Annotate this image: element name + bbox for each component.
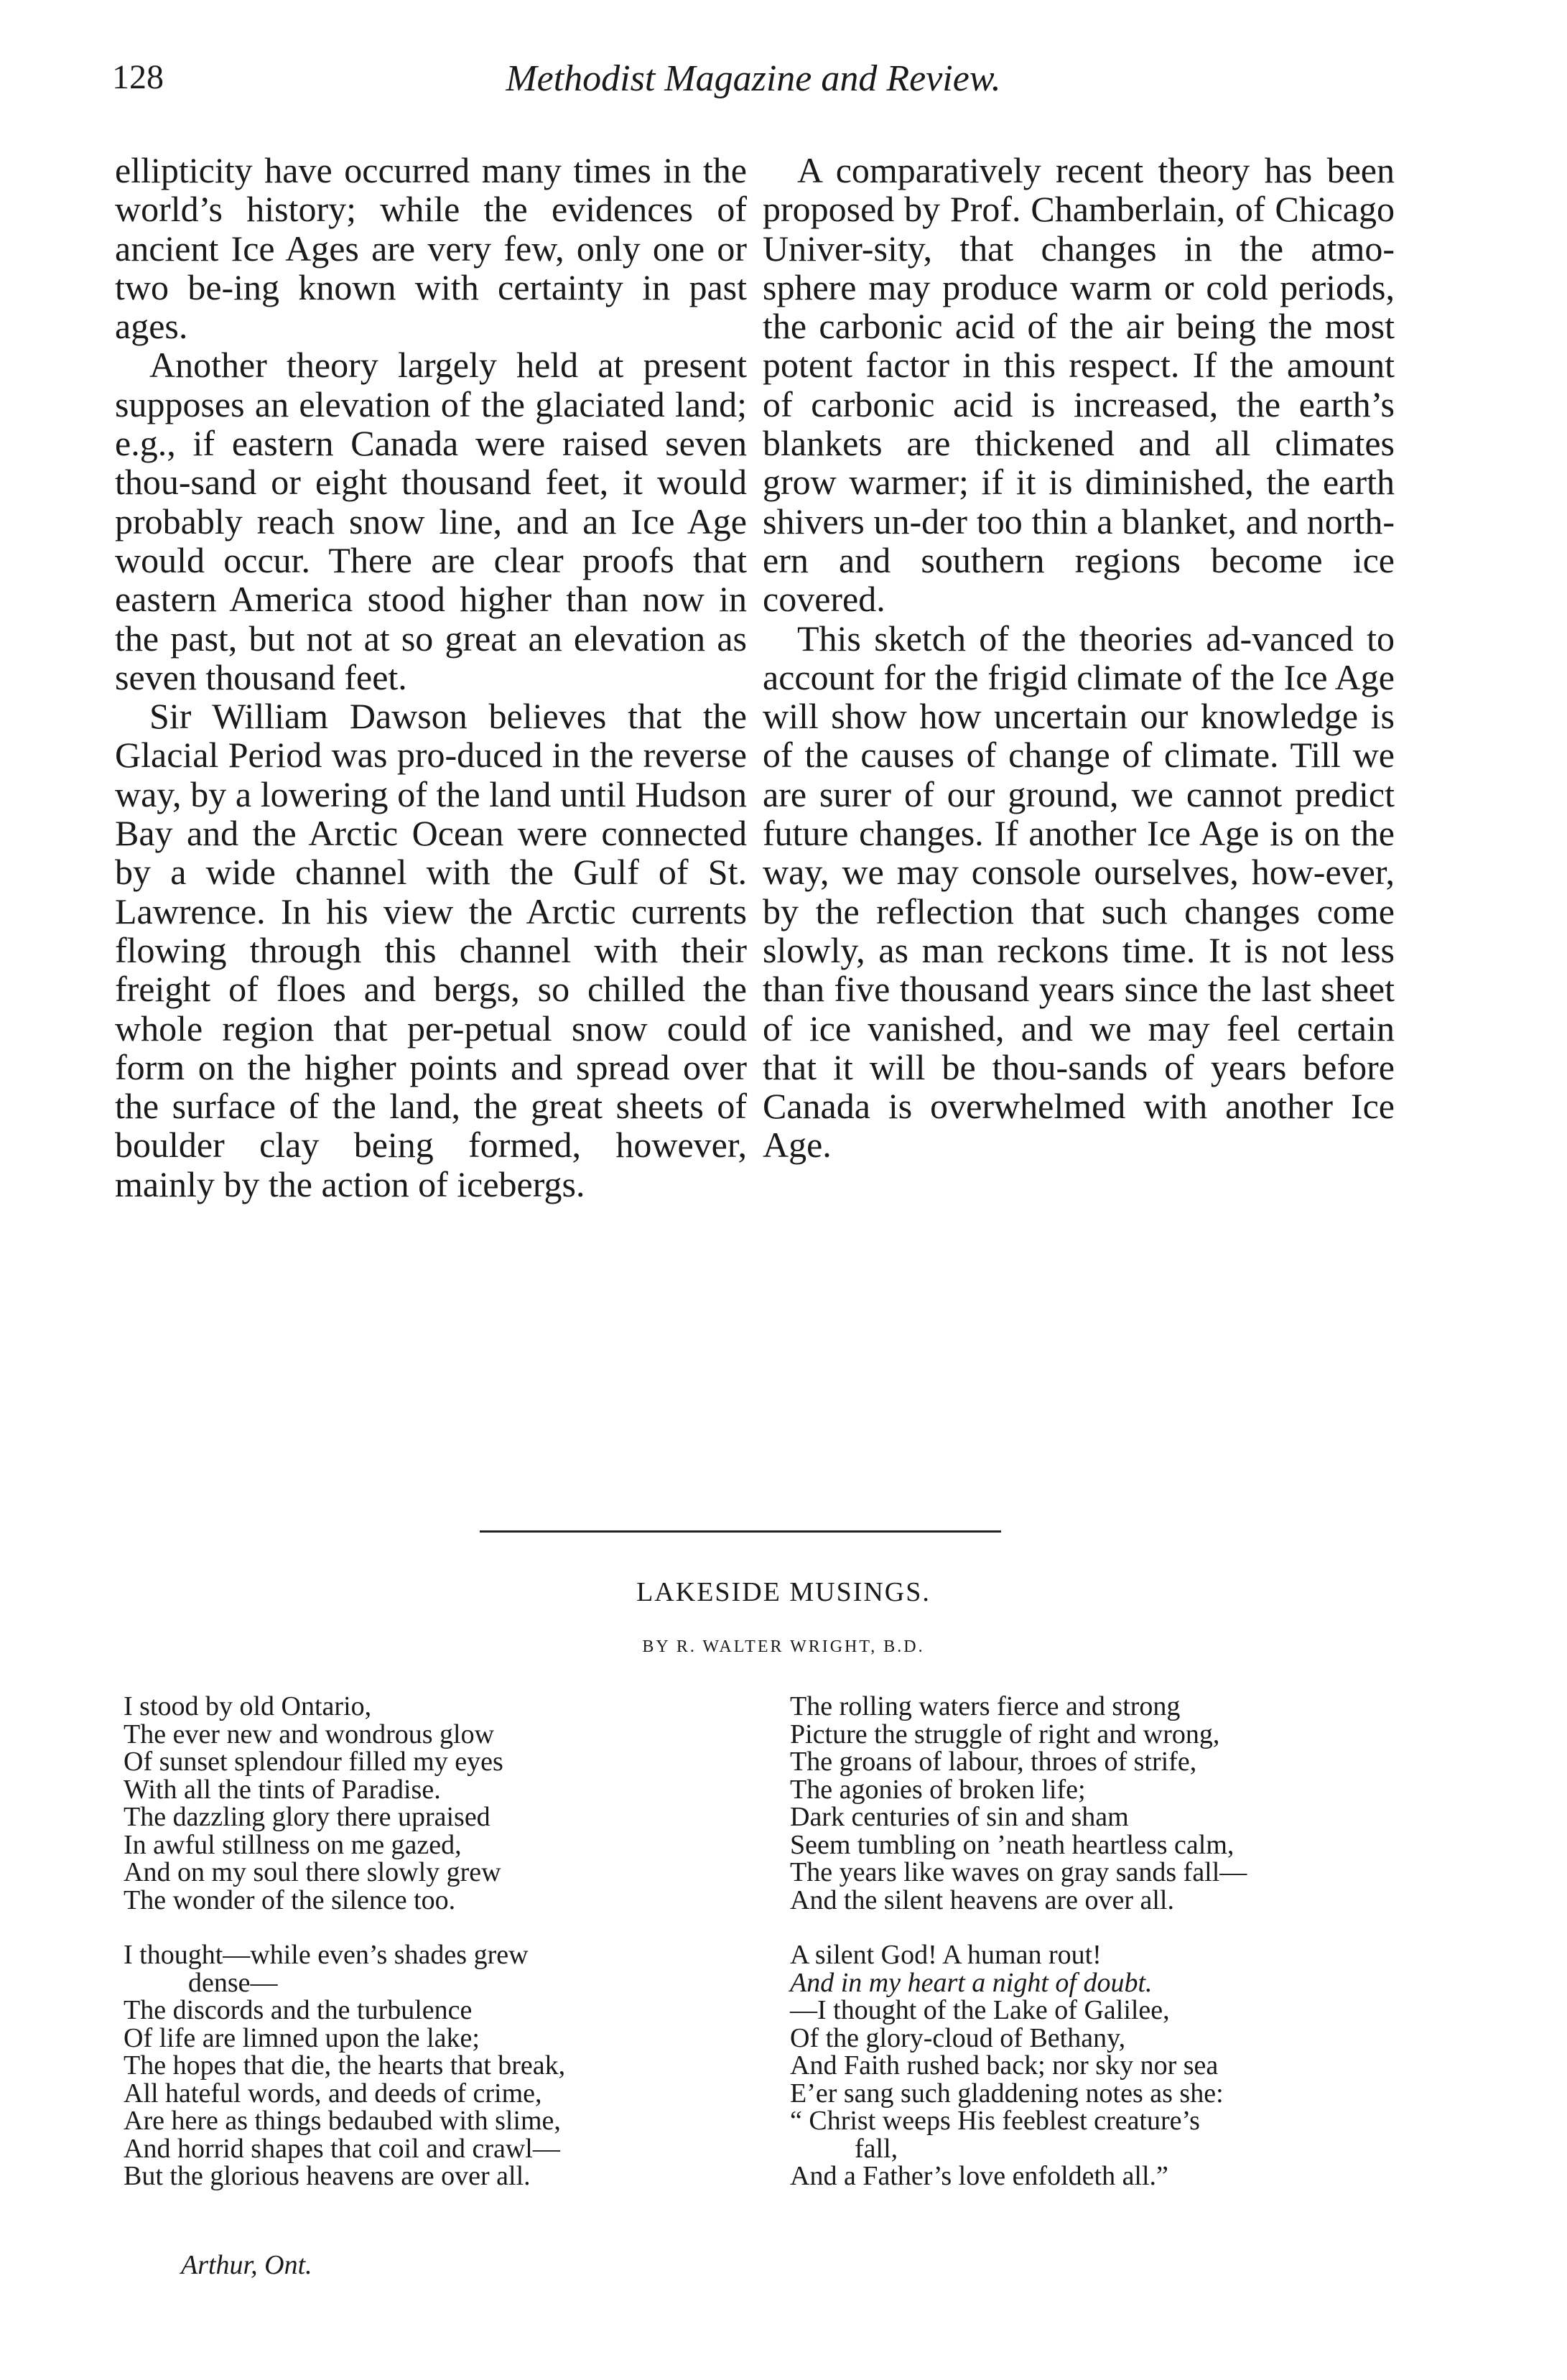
article-right-column xyxy=(763,151,1395,1165)
verse-line: I stood by old Ontario, xyxy=(124,1691,372,1721)
verse-line: And a Father’s love enfoldeth all.” xyxy=(790,2161,1168,2191)
verse-line: The years like waves on gray sands fall— xyxy=(790,1857,1247,1887)
poem-left-column xyxy=(124,1693,755,2218)
journal-title: Methodist Magazine and Review. xyxy=(506,58,1001,99)
verse-line: In awful stillness on me gazed, xyxy=(124,1829,462,1860)
verse-line: Dark centuries of sin and sham xyxy=(790,1802,1129,1832)
verse-line: Seem tumbling on ’neath heartless calm, xyxy=(790,1829,1234,1860)
verse-line: Are here as things bedaubed with slime, xyxy=(124,2106,561,2136)
paragraph: This sketch of the theories ad-vanced to account for the frigid climate of the Ice Age will show how uncertain our knowledge is of the causes of change of climate. Till we are surer of our ground, we cannot predict future changes. If another Ice Age is on the way, we may console ourselves, how-ever, by the reflection that such changes come slowly, as man reckons time. It is not less than five thousand years since the last sheet of ice vanished, and we may feel certain that it will be thou-sands of years before Canada is overwhelmed with another Ice Age. xyxy=(763,618,1395,1166)
stanza xyxy=(790,1941,1422,2190)
verse-line: Of the glory-cloud of Bethany, xyxy=(790,2022,1126,2053)
paragraph: Another theory largely held at present supposes an elevation of the glaciated land; e.g., if eastern Canada were raised seven thou-sand or eight thousand feet, it would probably reach snow line, and an Ice Age would occur. There are clear proofs that eastern America stood higher than now in the past, but not at so great an elevation as seven thousand feet. xyxy=(115,345,747,697)
poem-byline: BY R. WALTER WRIGHT, B.D. xyxy=(642,1637,925,1656)
verse-line: And horrid shapes that coil and crawl— xyxy=(124,2133,560,2164)
verse-line: Of life are limned upon the lake; xyxy=(124,2022,480,2053)
verse-line: —I thought of the Lake of Galilee, xyxy=(790,1995,1170,2025)
article-left-column xyxy=(115,151,747,1204)
poem-title: LAKESIDE MUSINGS. xyxy=(636,1577,931,1607)
verse-line: With all the tints of Paradise. xyxy=(124,1774,441,1805)
paragraph: Sir William Dawson believes that the Glacial Period was pro-duced in the reverse way, by a lowering of the land until Hudson Bay and the Arctic Ocean were connected by a wide channel with the Gulf of St. Lawrence. In his view the Arctic currents flowing through this channel with their freight of floes and bergs, so chilled the whole region that per-petual snow could form on the higher points and spread over the surface of the land, the great sheets of boulder clay being formed, however, mainly by the action of icebergs. xyxy=(115,696,747,1204)
verse-line: The groans of labour, throes of strife, xyxy=(790,1747,1197,1777)
section-divider xyxy=(480,1530,1001,1533)
verse-line: E’er sang such gladdening notes as she: xyxy=(790,2078,1224,2109)
stanza xyxy=(124,1941,755,2190)
verse-line-continuation: dense— xyxy=(188,1967,278,1998)
verse-line: And the silent heavens are over all. xyxy=(790,1884,1174,1915)
stanza xyxy=(790,1693,1422,1914)
verse-line: The ever new and wondrous glow xyxy=(124,1719,495,1749)
verse-line: And on my soul there slowly grew xyxy=(124,1857,501,1887)
verse-line: The rolling waters fierce and strong xyxy=(790,1691,1181,1721)
paragraph: ellipticity have occurred many times in the world’s history; while the evidences of ancient Ice Ages are very few, only one or two be-ing known with certainty in past ages. xyxy=(115,150,747,347)
stanza xyxy=(124,1693,755,1914)
verse-line: “ Christ weeps His feeblest creature’s xyxy=(790,2106,1200,2136)
verse-line: Of sunset splendour filled my eyes xyxy=(124,1747,503,1777)
verse-line: And in my heart a night of doubt. xyxy=(790,1967,1153,1998)
verse-line: A silent God! A human rout! xyxy=(790,1940,1102,1970)
verse-line: And Faith rushed back; nor sky nor sea xyxy=(790,2050,1219,2081)
verse-line-continuation: fall, xyxy=(855,2133,898,2164)
poem-right-column xyxy=(790,1693,1422,2218)
verse-line: Picture the struggle of right and wrong, xyxy=(790,1719,1220,1749)
verse-line: The dazzling glory there upraised xyxy=(124,1802,490,1832)
page-number: 128 xyxy=(112,58,164,96)
verse-line: The discords and the turbulence xyxy=(124,1995,473,2025)
poem-place: Arthur, Ont. xyxy=(181,2250,312,2280)
verse-line: The agonies of broken life; xyxy=(790,1774,1086,1805)
running-header xyxy=(112,57,1395,122)
paragraph: A comparatively recent theory has been proposed by Prof. Chamberlain, of Chicago Univer-sity, that changes in the atmo-sphere may produce warm or cold periods, the carbonic acid of the air being the most potent factor in this respect. If the amount of carbonic acid is increased, the earth’s blankets are thickened and all climates grow warmer; if it is diminished, the earth shivers un-der too thin a blanket, and north-ern and southern regions become ice covered. xyxy=(763,150,1395,620)
verse-line: But the glorious heavens are over all. xyxy=(124,2161,531,2191)
verse-line: All hateful words, and deeds of crime, xyxy=(124,2078,542,2109)
verse-line: The wonder of the silence too. xyxy=(124,1884,456,1915)
verse-line: The hopes that die, the hearts that break, xyxy=(124,2050,566,2081)
verse-line: I thought—while even’s shades grew xyxy=(124,1940,529,1970)
